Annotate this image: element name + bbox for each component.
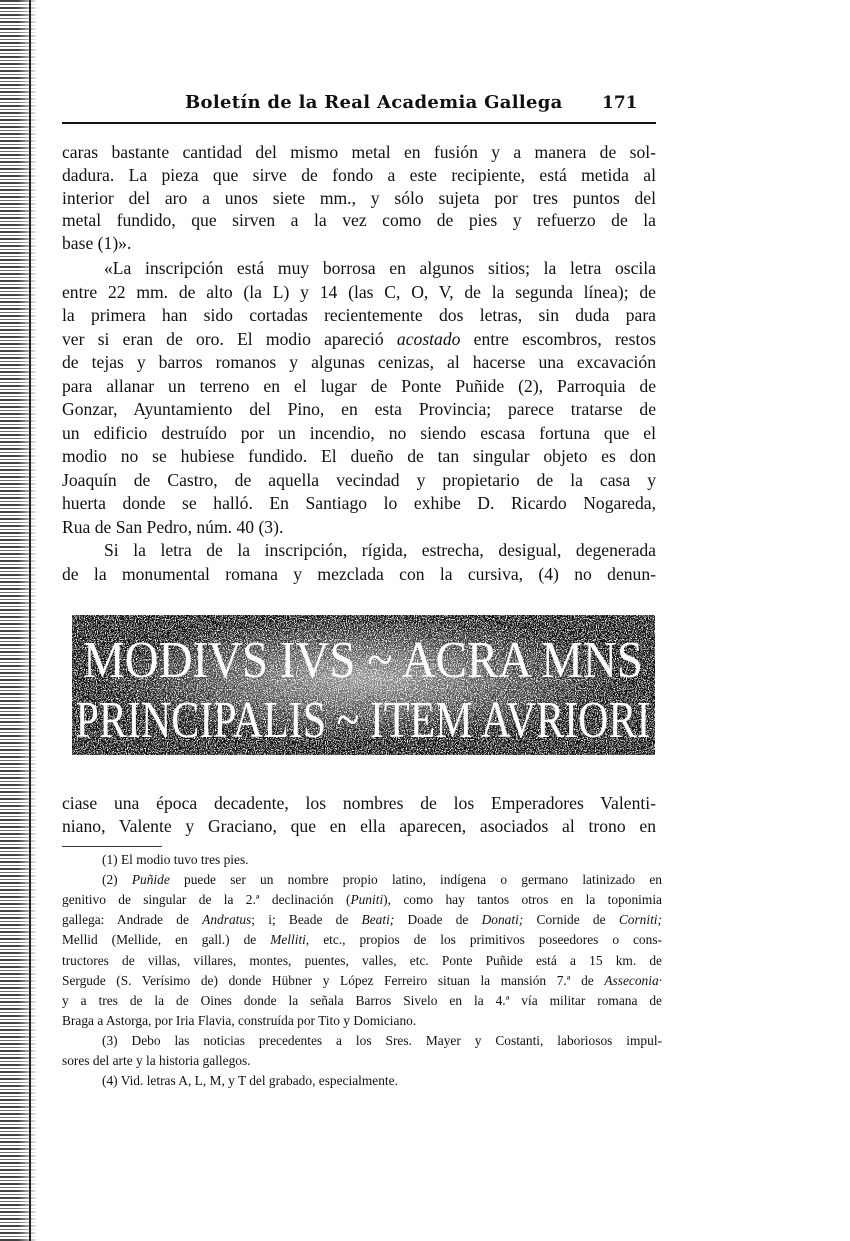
footnote-line (62, 912, 662, 928)
italic-text: Beati; (361, 912, 395, 928)
footnote-line (62, 1013, 662, 1029)
text-run: de la monumental romana y mezclada con la cursiva, (4) no denun- (62, 563, 656, 584)
text-line (62, 564, 656, 584)
text-line (62, 493, 656, 513)
text-run: dadura. La pieza que sirve de fondo a este recipiente, está metida al (62, 164, 656, 185)
text-run: entre 22 mm. de alto (la L) y 14 (las C, O, V, de la segunda línea); de (62, 281, 656, 302)
text-run: genitivo de singular de la 2.ª declinación ( (62, 892, 351, 908)
text-line (62, 540, 656, 560)
text-run: tructores de villas, villares, montes, puentes, valles, etc. Ponte Puñide está a 15 km. de (62, 952, 662, 968)
text-line (62, 305, 656, 325)
italic-text: Corniti; (618, 912, 662, 928)
text-run: (1) El modio tuvo tres pies. (102, 852, 249, 867)
text-line (62, 210, 656, 230)
text-run: caras bastante cantidad del mismo metal en fusión y a manera de sol- (62, 142, 656, 162)
text-run: y a tres de la de Oines donde la señala Barros Sivelo en la 4.ª vía militar romana de (62, 992, 662, 1008)
footnote-line (62, 1033, 662, 1049)
footnote-line (62, 993, 662, 1009)
text-run: ver si eran de oro. El modio apareció (62, 328, 397, 349)
footnote-line (62, 932, 662, 948)
text-run: interior del aro a unos siete mm., y sólo sujeta por tres puntos del (62, 187, 656, 208)
text-line (62, 376, 656, 396)
text-run: (4) Vid. letras A, L, M, y T del grabado, especialmente. (102, 1073, 398, 1089)
text-line (62, 423, 656, 443)
text-line (62, 142, 656, 162)
footnote-line (62, 973, 662, 989)
text-run: Sergude (S. Verísimo de) donde Hübner y López Ferreiro situan la mansión 7.ª de (62, 972, 605, 988)
text-run: sores del arte y la historia gallegos. (62, 1053, 251, 1068)
text-run: huerta donde se halló. En Santiago lo exhibe D. Ricardo Nogareda, (62, 493, 656, 513)
text-run: modio no se hubiese fundido. El dueño de tan singular objeto es don (62, 446, 656, 466)
text-run: Braga a Astorga, por Iria Flavia, construída por Tito y Domiciano. (62, 1012, 417, 1028)
text-run: para allanar un terreno en el lugar de Ponte Puñide (2), Parroquia de (62, 375, 656, 396)
running-header (62, 92, 656, 122)
footnote-rule (62, 846, 162, 847)
italic-text: Puniti (350, 892, 384, 908)
text-run: Cornide de (523, 912, 619, 928)
text-line (62, 470, 656, 490)
text-run: , etc., propios de los primitivos poseedores o cons- (305, 932, 662, 948)
text-run: ; i; Beade de (251, 912, 362, 928)
inscription-line-2: PRINCIPALIS ~ ITEM AVRIORI (75, 692, 651, 749)
text-run: Si la letra de la inscripción, rígida, estrecha, desigual, degenerada (104, 540, 656, 560)
text-line (62, 446, 656, 466)
text-run: base (1)». (62, 233, 132, 254)
text-run: metal fundido, que sirven a la vez como de pies y refuerzo de la (62, 210, 656, 231)
text-run: entre escombros, restos (460, 328, 656, 349)
page-number: 171 (602, 93, 638, 113)
scan-border-fade (18, 0, 38, 1241)
text-run: Joaquín de Castro, de aquella vecindad y propietario de la casa y (62, 469, 656, 490)
text-line (62, 329, 656, 349)
text-line (62, 282, 656, 302)
footnote-line (62, 1053, 662, 1069)
text-run: gallega: Andrade de (62, 912, 203, 928)
text-run: Rua de San Pedro, núm. 40 (3). (62, 516, 284, 537)
italic-text: Andratus (202, 912, 252, 928)
text-line (62, 165, 656, 185)
text-run: Gonzar, Ayuntamiento del Pino, en esta Provincia; parece tratarse de (62, 399, 656, 419)
inscription-engraving (72, 615, 655, 755)
italic-text: Donati; (481, 912, 524, 928)
text-run: de tejas y barros romanos y algunas cenizas, al hacerse una excavación (62, 352, 656, 372)
text-run: ciase una época decadente, los nombres de los Emperadores Valenti- (62, 793, 656, 813)
page-edge-line (29, 0, 31, 1241)
text-run: puede ser un nombre propio latino, indígena o germano latinizado en (169, 872, 662, 888)
footnote-line (62, 1073, 662, 1089)
footnote-line (62, 892, 662, 908)
journal-title: Boletín de la Real Academia Gallega (185, 92, 563, 113)
text-run: ), como hay tantos otros en la toponimia (383, 892, 662, 908)
text-line (62, 793, 656, 813)
text-run: (3) Debo las noticias precedentes a los Sres. Mayer y Costanti, laboriosos impul- (102, 1032, 662, 1048)
footnote-line (62, 852, 662, 868)
footnote-line (62, 872, 662, 888)
italic-text: acostado (396, 328, 461, 349)
text-run: «La inscripción está muy borrosa en algunos sitios; la letra oscila (104, 258, 656, 278)
text-run: (2) (102, 872, 132, 888)
text-run: Doade de (394, 912, 482, 928)
text-run: un edificio destruído por un incendio, no siendo escasa fortuna que el (62, 422, 656, 443)
footnote-line (62, 953, 662, 969)
text-line (62, 399, 656, 419)
italic-text: Melliti (270, 932, 306, 948)
header-rule (62, 122, 656, 124)
italic-text: Puñide (131, 872, 170, 888)
text-line (62, 258, 656, 278)
text-line (62, 352, 656, 372)
text-line (62, 816, 656, 836)
italic-text: Asseconia· (604, 972, 662, 988)
text-line (62, 188, 656, 208)
text-run: Mellid (Mellide, en gall.) de (62, 932, 271, 948)
text-run: la primera han sido cortadas recientemente dos letras, sin duda para (62, 305, 656, 325)
inscription-line-1: MODIVS IVS ~ ACRA MNS (83, 632, 643, 689)
text-line (62, 517, 656, 537)
text-line (62, 233, 656, 253)
text-run: niano, Valente y Graciano, que en ella aparecen, asociados al trono en (62, 816, 656, 836)
